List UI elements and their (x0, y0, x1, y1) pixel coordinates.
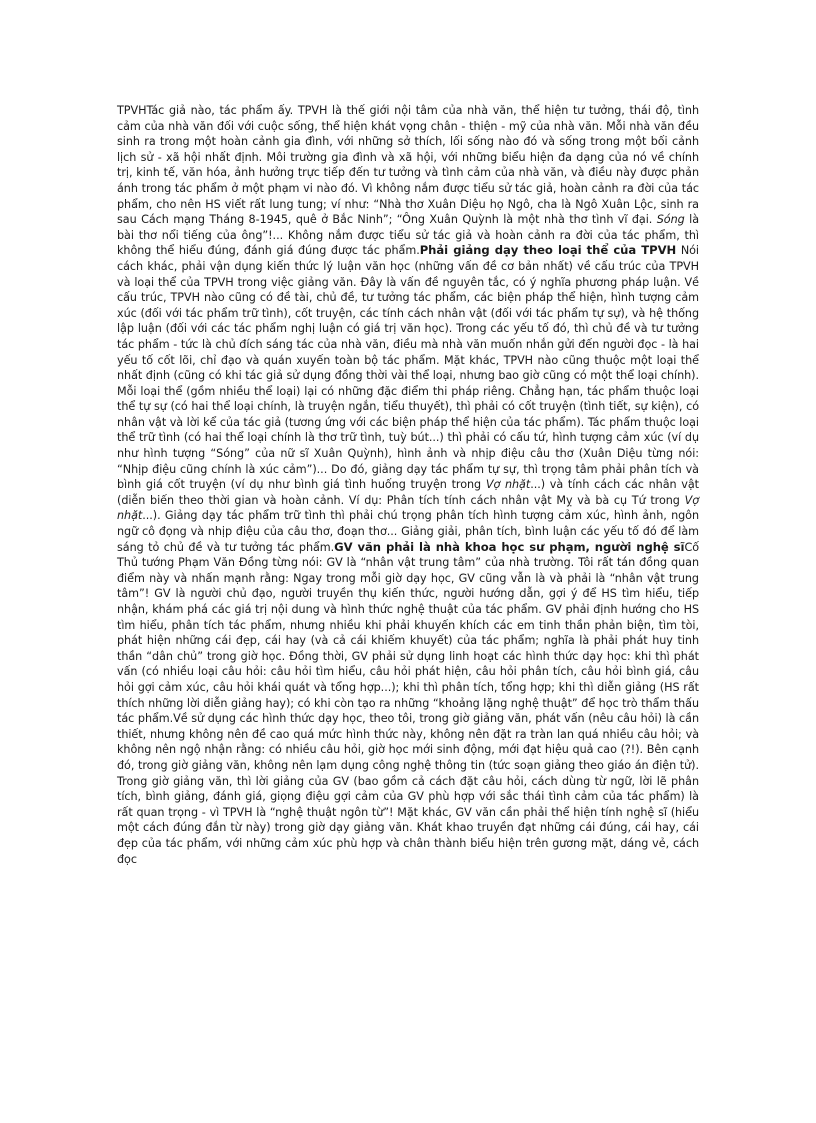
section-heading: Phải giảng dạy theo loại thể của TPVH (419, 243, 677, 258)
text-run: ...). Giảng dạy tác phẩm trữ tình thì phải chú trọng phân tích hình tượng cảm xúc, hình ảnh, ngôn ngữ cô đọng và nhịp điệu của câu thơ, đoạn thơ... Giảng giải, phân tích, bình luận các yếu tố đó để làm sáng tỏ chủ đề và tư tưởng tác phẩm. (117, 509, 699, 554)
italic-title: Vợ nhặt (117, 493, 699, 523)
italic-title: Vợ nhặt (485, 478, 531, 492)
section-heading: GV văn phải là nhà khoa học sư phạm, người nghệ sĩ (334, 539, 685, 554)
text-run: Nói cách khác, phải vận dụng kiến thức lý luận văn học (những vấn đề cơ bản nhất) về cấu trúc của TPVH và loại thể của TPVH trong việc giảng văn. Đây là vấn đề nguyên tắc, có ý nghĩa phương pháp luận. Về cấu trúc, TPVH nào cũng có đề tài, chủ đề, tư tưởng tác phẩm, các biện pháp thể hiện, hình tượng cảm xúc (đối với tác phẩm trữ tình), cốt truyện, các tính cách nhân vật (đối với tác phẩm tự sự), và hệ thống lập luận (đối với các tác phẩm nghị luận có giá trị văn học). Trong các yếu tố đó, thì chủ đề và tư tưởng tác phẩm - tức là chủ đích sáng tác của nhà văn, điều mà nhà văn muốn nhắn gửi đến người đọc - là hai yếu tố cốt lõi, chỉ đạo và quán xuyến toàn bộ tác phẩm. Mặt khác, TPVH nào cũng thuộc một loại thể nhất định (cũng có khi tác giả sử dụng đồng thời vài thể loại, nhưng bao giờ cũng có một thể loại chính). Mỗi loại thể (gồm nhiều thể loại) lại có những đặc điểm thi pháp riêng. Chẳng hạn, tác phẩm thuộc loại thể tự sự (có hai thể loại chính, là truyện ngắn, tiểu thuyết), thì phải có cốt truyện (tình tiết, sự kiện), có nhân vật và lời kể của tác giả (tương ứng với các biện pháp thể hiện của tác phẩm). Tác phẩm thuộc loại thể trữ tình (có hai thể loại chính là thơ trữ tình, tuỳ bút...) thì phải có cấu tứ, hình tượng cảm xúc (ví dụ như hình tượng “Sóng” của nữ sĩ Xuân Quỳnh), hình ảnh và nhịp điệu câu thơ (Xuân Diệu từng nói: “Nhịp điệu cũng chính là xúc cảm”)... Do đó, giảng dạy tác phẩm tự sự, thì trọng tâm phải phân tích và bình giá cốt truyện (ví dụ như bình giá tình huống truyện trong (117, 244, 699, 492)
body-paragraph (117, 103, 699, 867)
text-run: TPVHTác giả nào, tác phẩm ấy. TPVH là thế giới nội tâm của nhà văn, thể hiện tư tưởng, thái độ, tình cảm của nhà văn đối với cuộc sống, thể hiện khát vọng chân - thiện - mỹ của nhà văn. Mỗi nhà văn đều sinh ra trong một hoàn cảnh gia đình, với những sở thích, lối sống nào đó và sống trong một bối cảnh lịch sử - xã hội nhất định. Môi trường gia đình và xã hội, với những biểu hiện đa dạng của nó về chính trị, kinh tế, văn hóa, ảnh hưởng trực tiếp đến tư tưởng và tình cảm của nhà văn, và điều này được phản ánh trong tác phẩm ở một phạm vi nào đó. Vì không nắm được tiểu sử tác giả, hoàn cảnh ra đời của tác phẩm, cho nên HS viết rất lung tung; ví như: “Nhà thơ Xuân Diệu họ Ngô, cha là Ngô Xuân Lộc, sinh ra sau Cách mạng Tháng 8-1945, quê ở Bắc Ninh”; “Ông Xuân Quỳnh là một nhà thơ tình vĩ đại. (117, 104, 699, 227)
italic-title: Sóng (656, 213, 685, 227)
text-run: Cố Thủ tướng Phạm Văn Đồng từng nói: GV là “nhân vật trung tâm” của nhà trường. Tôi rất tán đồng quan điểm này và nhấn mạnh rằng: Ngay trong mỗi giờ dạy học, GV cũng vẫn là và phải là “nhân vật trung tâm”! GV là người chủ đạo, người truyền thụ kiến thức, người hướng dẫn, gợi ý để HS tìm hiểu, tiếp nhận, khám phá các giá trị nội dung và hình thức nghệ thuật của tác phẩm. GV phải định hướng cho HS tìm hiểu, phân tích tác phẩm, nhưng nhiều khi phải khuyến khích các em tinh thần phản biện, tìm tòi, phát hiện những cái đẹp, cái hay (và cả cái khiếm khuyết) của tác phẩm; nghĩa là phải phát huy tinh thần “dân chủ” trong giờ học. Đồng thời, GV phải sử dụng linh hoạt các hình thức dạy học: khi thì phát vấn (có nhiều loại câu hỏi: câu hỏi tìm hiểu, câu hỏi phát hiện, câu hỏi phân tích, câu hỏi bình giá, câu hỏi gợi cảm xúc, câu hỏi khái quát và tổng hợp...); khi thì phân tích, tổng hợp; khi thì diễn giảng (HS rất thích những lời diễn giảng hay); có khi còn tạo ra những “khoảng lặng nghệ thuật” để học trò thẩm thấu tác phẩm.Về sử dụng các hình thức dạy học, theo tôi, trong giờ giảng văn, phát vấn (nêu câu hỏi) là cần thiết, nhưng không nên đề cao quá mức hình thức này, không nên đặt ra tràn lan quá nhiều câu hỏi; và không nên ngộ nhận rằng: có nhiều câu hỏi, giờ học mới sinh động, mới đạt hiệu quả cao (?!). Bên cạnh đó, trong giờ giảng văn, không nên lạm dụng công nghệ thông tin (tức soạn giảng theo giáo án điện tử). Trong giờ giảng văn, thì lời giảng của GV (bao gồm cả cách đặt câu hỏi, cách dùng từ ngữ, lời lẽ phân tích, bình giảng, đánh giá, giọng điệu gợi cảm của GV phù hợp với sắc thái tình cảm của tác phẩm) là rất quan trọng - vì TPVH là “nghệ thuật ngôn từ”! Mặt khác, GV văn cần phải thể hiện tính nghệ sĩ (hiểu một cách đúng đắn từ này) trong giờ dạy giảng văn. Khát khao truyền đạt những cái đúng, cái hay, cái đẹp của tác phẩm, với những cảm xúc phù hợp và chân thành biểu hiện trên gương mặt, dáng vẻ, cách đọc (117, 540, 700, 866)
text-run: là bài thơ nổi tiếng của ông”!... Không nắm được tiểu sử tác giả và hoàn cảnh ra đời của tác phẩm, thì không thể hiểu đúng, đánh giá đúng được tác phẩm. (117, 213, 700, 258)
text-run: ...) và tính cách các nhân vật (diễn biến theo thời gian và hoàn cảnh. Ví dụ: Phân tích tính cách nhân vật Mỵ và bà cụ Tứ trong (117, 478, 699, 507)
document-page (117, 103, 699, 867)
